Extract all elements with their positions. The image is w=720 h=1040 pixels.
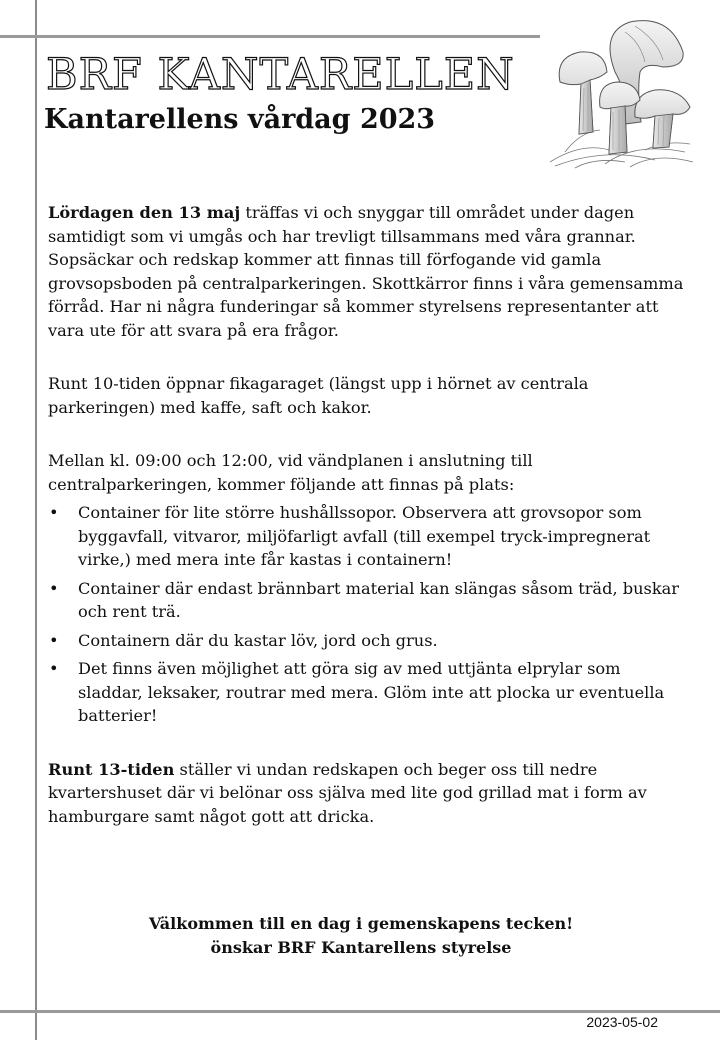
paragraph-fika: Runt 10-tiden öppnar fikagaraget (längst upp i hörnet av centrala parkeringen) med kaffe, saft och kakor. — [48, 374, 589, 417]
bbq-time: Runt 13-tiden — [48, 759, 175, 779]
brand-name: BRF KANTARELLEN — [46, 50, 515, 100]
container-list — [48, 501, 688, 728]
intro-text: träffas vi och snyggar till området under dagen samtidigt som vi umgås och har trevligt tillsammans med våra grannar. Sopsäckar och redskap kommer att finnas till förfogande vid gamla grovsopsboden på centralparkeringen. Skottkärror finns i våra gemensamma förråd. Har ni några funderingar så kommer styrelsens representanter att vara ute för att svara på era frågor. — [48, 203, 684, 340]
bullet: • — [49, 578, 59, 598]
list-item-text: Container för lite större hushållssopor. Observera att grovsopor som byggavfall, vitvaror, miljöfarligt avfall (till exempel tryck-impregnerat virke,) med mera inte får kastas i containern! — [78, 503, 651, 569]
top-rule — [0, 35, 540, 38]
list-item — [48, 657, 688, 728]
closing-message — [0, 912, 720, 960]
left-margin-rule — [35, 0, 37, 1040]
intro-date: Lördagen den 13 maj — [48, 203, 241, 222]
bottom-rule — [0, 1010, 720, 1013]
chanterelle-mushroom-drawing-icon — [545, 12, 695, 170]
list-item-text: Container där endast brännbart material kan slängas såsom träd, buskar och rent trä. — [78, 578, 680, 621]
bullet: • — [49, 659, 59, 678]
footer-date: 2023-05-02 — [586, 1014, 658, 1030]
bullet: • — [49, 503, 59, 522]
list-item-text: Det finns även möjlighet att göra sig av med uttjänta elprylar som sladdar, leksaker, routrar med mera. Glöm inte att plocka ur eventuella batterier! — [78, 659, 665, 725]
page-title: Kantarellens vårdag 2023 — [44, 104, 436, 135]
closing-line-1: Välkommen till en dag i gemenskapens tecken! — [148, 914, 574, 933]
paragraph-bbq — [48, 758, 688, 829]
list-item-text: Containern där du kastar löv, jord och grus. — [78, 630, 438, 650]
list-item — [48, 501, 688, 572]
bbq-text: ställer vi undan redskapen och beger oss till nedre kvartershuset där vi belönar oss själva med lite god grillad mat i form av hamburgare samt något gott att dricka. — [48, 759, 647, 826]
bullet: • — [49, 630, 59, 650]
paragraph-intro — [48, 201, 688, 342]
list-item — [48, 577, 688, 624]
list-item — [48, 629, 688, 653]
paragraph-containers-intro: Mellan kl. 09:00 och 12:00, vid vändplanen i anslutning till centralparkeringen, kommer följande att finnas på plats: — [48, 451, 533, 494]
body-text — [48, 201, 688, 828]
closing-line-2: önskar BRF Kantarellens styrelse — [210, 938, 512, 957]
